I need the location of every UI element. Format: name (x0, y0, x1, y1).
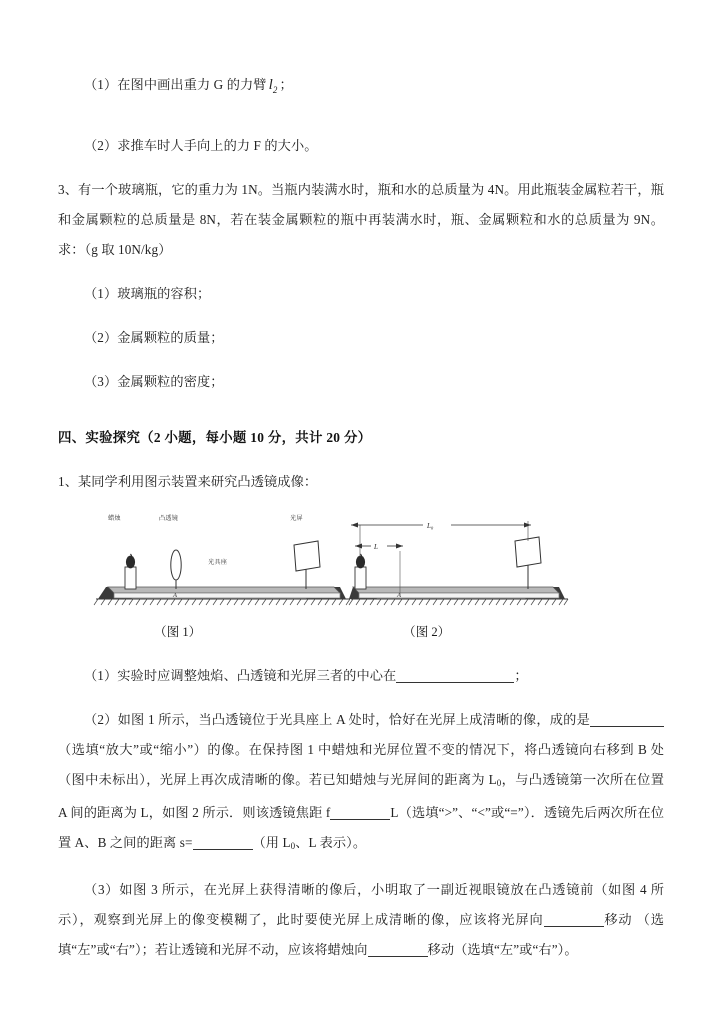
spacer (58, 309, 664, 323)
figure2-L-label: L (374, 543, 378, 551)
figure1-candle (125, 554, 136, 589)
answer-blank-1[interactable] (396, 682, 514, 683)
section4-sub2-part-e: （用 L (252, 835, 291, 850)
figure1-bench-label: 光具座 (208, 559, 228, 566)
figure-2-optical-bench-dimensions (343, 511, 628, 615)
spacer (58, 453, 664, 467)
q3-body: 3、有一个玻璃瓶，它的重力为 1N。当瓶内装满水时，瓶和水的总质量为 4N。用此瓶装金属粒若干，瓶和金属颗粒的总质量是 8N，若在装金属颗粒的瓶中再装满水时，瓶、金属颗粒和水的总质量为 9N。求：（g 取 10N/kg） (58, 182, 664, 257)
answer-blank-4[interactable] (193, 849, 253, 850)
figure1-candle-label: 蜡烛 (108, 515, 121, 522)
section4-sub1-prefix: （1）实验时应调整烛焰、凸透镜和光屏三者的中心在 (84, 668, 397, 683)
figure2-dimension-L (355, 544, 403, 549)
section4-sub1-suffix: ； (514, 668, 528, 683)
figure1-point-a-label: A (173, 592, 177, 599)
figure1-lens-label: 凸透镜 (159, 515, 179, 522)
spacer (58, 647, 664, 661)
q3-subitem-1: （1）玻璃瓶的容积； (84, 286, 211, 301)
spacer (58, 105, 664, 131)
figure1-bench-rail (108, 587, 340, 598)
section4-sub2-part-d: L（选填“>”、“<”或“=”）．透镜先后两次所在位置 A、B 之间的距离 s= (58, 805, 664, 850)
figure2-candle (355, 554, 366, 589)
figure1-convex-lens (171, 550, 181, 589)
answer-blank-3[interactable] (330, 819, 390, 820)
figure2-L0-label: $L_0$ (427, 522, 434, 531)
figure-captions (58, 621, 664, 647)
figure2-point-a-label: A (397, 592, 401, 599)
section4-sub2-part-c: ，与凸透镜第一次所在位置 A 间的距离为 L，如图 2 所示．则该透镜焦距 f (58, 772, 664, 820)
q2-subitem-2 (58, 131, 664, 161)
spacer (58, 691, 664, 705)
section4-sub2-part-b: （选填“放大”或“缩小”）的像。在保持图 1 中蜡烛和光屏位置不变的情况下，将凸透镜向右移到 B 处（图中未标出），光屏上再次成清晰的像。若已知蜡烛与光屏间的距离为 L (58, 742, 664, 787)
section4-sub2-part-f: 、L 表示）。 (295, 835, 367, 850)
figure1-screen-label: 光屏 (290, 515, 303, 522)
optics-figure-group (58, 511, 664, 619)
spacer (58, 265, 664, 279)
section4-q1-stem: 1、某同学利用图示装置来研究凸透镜成像： (58, 474, 318, 489)
answer-blank-2[interactable] (590, 726, 664, 727)
figure1-screen (294, 541, 320, 589)
q3-subitem-3: （3）金属颗粒的密度； (84, 374, 224, 389)
section4-sub2-part-a: （2）如图 1 所示，当凸透镜位于光具座上 A 处时，恰好在光屏上成清晰的像，成的是 (84, 712, 590, 727)
figure2-screen (515, 537, 541, 589)
q3-subitem-2: （2）金属颗粒的质量； (84, 330, 224, 345)
figure-2-caption: （图 2） (403, 625, 451, 639)
section4-sub2-part-e-subscript: 0 (290, 841, 296, 851)
section4-sub2-part-b-subscript: 0 (496, 778, 502, 788)
section4-sub3-part-b: 移动 （选填“左”或“右”）；若让透镜和光屏不动，应该将蜡烛向 (58, 912, 664, 957)
spacer (58, 353, 664, 367)
figure2-ground (349, 599, 568, 605)
section4-sub1 (58, 661, 664, 691)
section4-sub3 (58, 875, 664, 965)
q2-subitem-1-text: （1）在图中画出重力 G 的力臂 (84, 77, 267, 92)
section-4-heading: 四、实验探究（2 小题，每小题 10 分，共计 20 分） (58, 430, 372, 445)
answer-blank-6[interactable] (368, 956, 428, 957)
spacer (58, 397, 664, 423)
q2-subitem-1 (58, 70, 664, 105)
force-arm-symbol: $l_2$ (268, 77, 278, 95)
spacer (58, 161, 664, 175)
figure2-dimension-L0 (351, 523, 531, 528)
section4-sub3-part-a: （3）如图 3 所示，在光屏上获得清晰的像后，小明取了一副近视眼镜放在凸透镜前（如图 4 所示），观察到光屏上的像变模糊了，此时要使光屏上成清晰的像，应该将光屏向 (58, 882, 664, 927)
spacer (58, 861, 664, 875)
section4-sub3-part-c: 移动（选填“左”或“右”）。 (427, 942, 578, 957)
answer-blank-5[interactable] (544, 926, 604, 927)
figure1-ground (94, 599, 350, 605)
section4-sub2 (58, 705, 664, 861)
figure-1-caption: （图 1） (154, 625, 202, 639)
q2-subitem-2-text: （2）求推车时人手向上的力 F 的大小。 (84, 138, 318, 153)
q2-subitem-1-tail: ； (279, 77, 293, 92)
